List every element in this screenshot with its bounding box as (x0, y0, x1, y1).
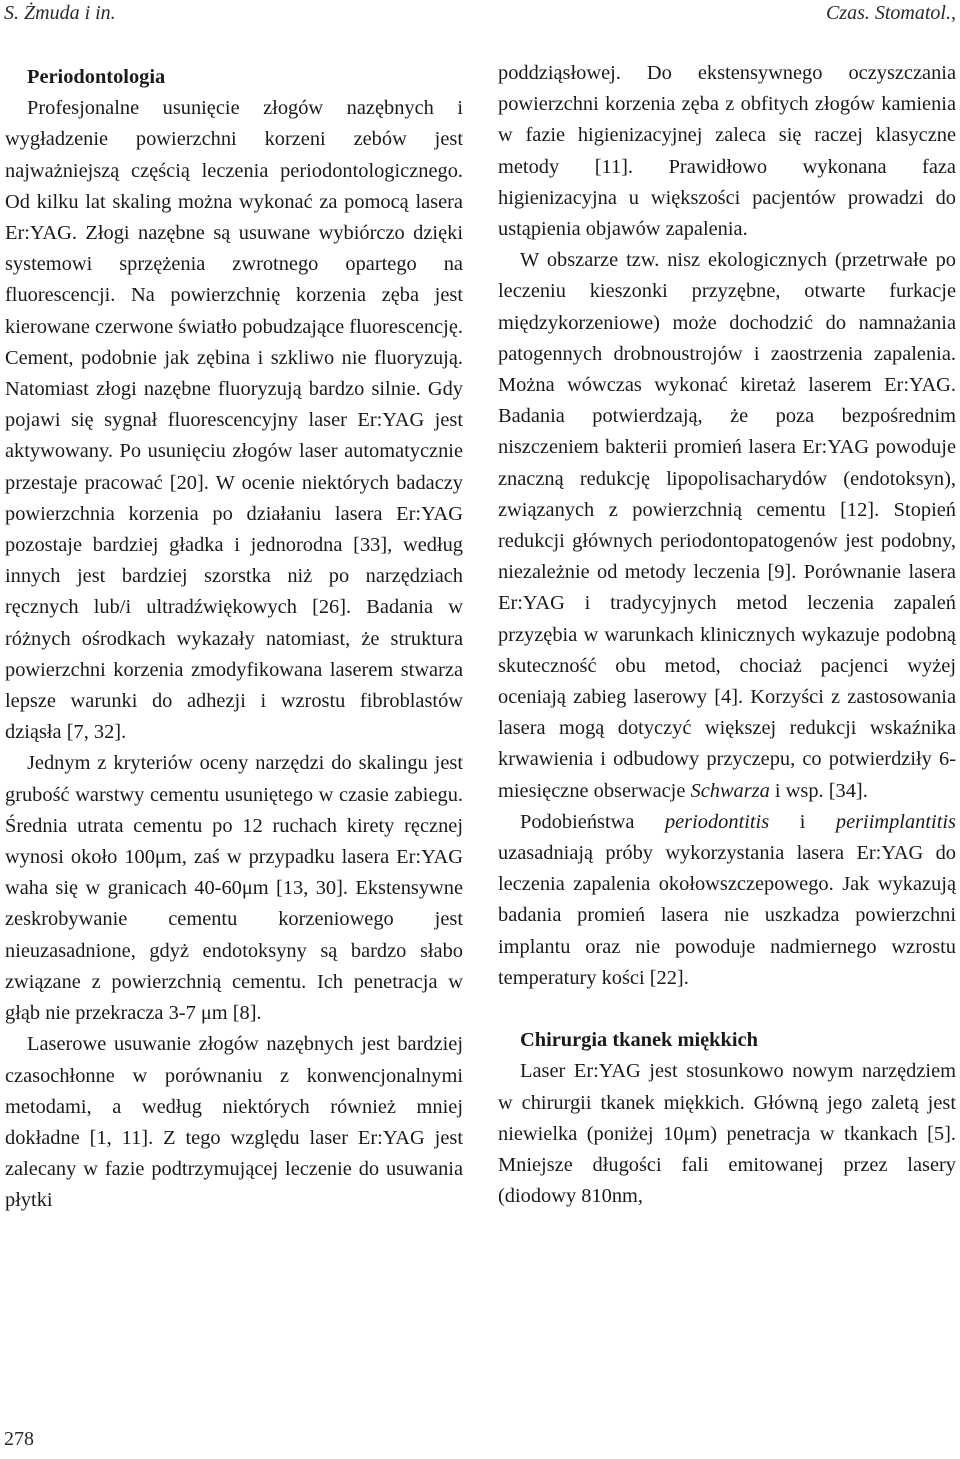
paragraph-text: i wsp. [34]. (774, 779, 868, 802)
term-periodontitis: periodontitis (664, 810, 770, 833)
paragraph: poddziąsłowej. Do ekstensywnego oczyszczania powierzchni korzenia zęba z obfitych złogów kamienia w fazie higienizacyjnej zaleca się raczej klasyczne metody [11]. Prawidłowo wykonana faza higienizacyjna u większości pacjentów prowadzi do ustąpienia objawów zapalenia. (498, 62, 956, 241)
paragraph (498, 807, 956, 994)
paragraph: Profesjonalne usunięcie złogów nazębnych i wygładzenie powierzchni korzeni zebów jest najważniejszą częścią leczenia periodontologicznego. Od kilku lat skaling można wykonać za pomocą lasera Er:YAG. Złogi nazębne są usuwane wybiórczo dzięki systemowi sprzężenia zwrotnego opartego na fluorescencji. Na powierzchnię korzenia zęba jest kierowane czerwone światło pobudzające fluorescencję. Cement, podobnie jak zębina i szkliwo nie fluoryzują. Natomiast złogi nazębne fluoryzują bardzo silnie. Gdy pojawi się sygnał fluorescencyjny laser Er:YAG jest aktywowany. Po usunięciu złogów laser automatycznie przestaje pracować [20]. W ocenie niektórych badaczy powierzchnia korzenia po działaniu lasera Er:YAG pozostaje bardziej gładka i jednorodna [33], według innych jest bardziej szorstka niż po narzędziach ręcznych lub/i ultradźwiękowych [26]. Badania w różnych ośrodkach wykazały natomiast, że struktura powierzchni korzenia zmodyfikowana laserem stwarza lepsze warunki do adhezji i wzrostu fibroblastów dziąsła [7, 32]. (5, 97, 463, 744)
section-heading-chirurgia: Chirurgia tkanek miękkich (520, 1029, 758, 1052)
left-column (5, 58, 463, 1217)
paragraph-text: uzasadniają próby wykorzystania lasera Er:YAG do leczenia zapalenia okołowszczepowego. Jak wykazują badania promień lasera nie uszkadza powierzchni implantu oraz nie powoduje nadmiernego wzrostu temperatury kości [22]. (498, 842, 956, 989)
paragraph: Laser Er:YAG jest stosunkowo nowym narzędziem w chirurgii tkanek miękkich. Główną jego zaletą jest niewielka (poniżej 10μm) penetracja w tkankach [5]. Mniejsze długości fali emitowanej przez lasery (diodowy 810nm, (498, 1060, 956, 1208)
running-head-authors: S. Żmuda i in. (4, 2, 116, 24)
page-number: 278 (4, 1428, 34, 1450)
running-head-journal: Czas. Stomatol., (825, 2, 956, 24)
paragraph: Jednym z kryteriów oceny narzędzi do skalingu jest grubość warstwy cementu usuniętego w czasie zabiegu. Średnia utrata cementu po 12 ruchach kirety ręcznej wynosi około 100μm, zaś w przypadku lasera Er:YAG waha się w granicach 40-60μm [13, 30]. Ekstensywne zeskrobywanie cementu korzeniowego jest nieuzasadnione, gdyż endotoksyny są bardzo słabo związane z powierzchnią cementu. Ich penetracja w głąb nie przekracza 3-7 μm [8]. (5, 752, 463, 1025)
term-periimplantitis: periimplantitis (835, 810, 956, 833)
paragraph-text: Podobieństwa (520, 810, 635, 833)
paragraph-text: i (799, 810, 806, 833)
paragraph (498, 245, 956, 807)
paragraph-text: W obszarze tzw. nisz ekologicznych (przetrwałe po leczeniu kieszonki przyzębne, otwarte furkacje międzykorzeniowe) może dochodzić do namnażania patogennych drobnoustrojów i zaostrzenia zapalenia. Można wówczas wykonać kiretaż laserem Er:YAG. Badania potwierdzają, że poza bezpośrednim niszczeniem bakterii promień lasera Er:YAG powoduje znaczną redukcję lipopolisacharydów (endotoksyn), związanych z powierzchnią cementu [12]. Stopień redukcji głównych periodontopatogenów jest podobny, niezależnie od metody leczenia [9]. Porównanie lasera Er:YAG i tradycyjnych metod leczenia zapaleń przyzębia w warunkach klinicznych wykazuje podobną skuteczność obu metod, chociaż pacjenci wyżej oceniają zabieg laserowy [4]. Korzyści z zastosowania lasera mogą dotyczyć większej redukcji wskaźnika krwawienia i odbudowy przyczepu, co potwierdziły 6-miesięczne obserwacje (498, 249, 956, 802)
paragraph: Laserowe usuwanie złogów nazębnych jest bardziej czasochłonne w porównaniu z konwencjonalnymi metodami, a według niektórych również mniej dokładne [1, 11]. Z tego względu laser Er:YAG jest zalecany w fazie podtrzymującej leczenie do usuwania płytki (5, 1033, 463, 1212)
right-column (498, 58, 956, 1212)
author-name: Schwarza (690, 779, 770, 802)
section-heading-periodontologia: Periodontologia (27, 66, 166, 88)
